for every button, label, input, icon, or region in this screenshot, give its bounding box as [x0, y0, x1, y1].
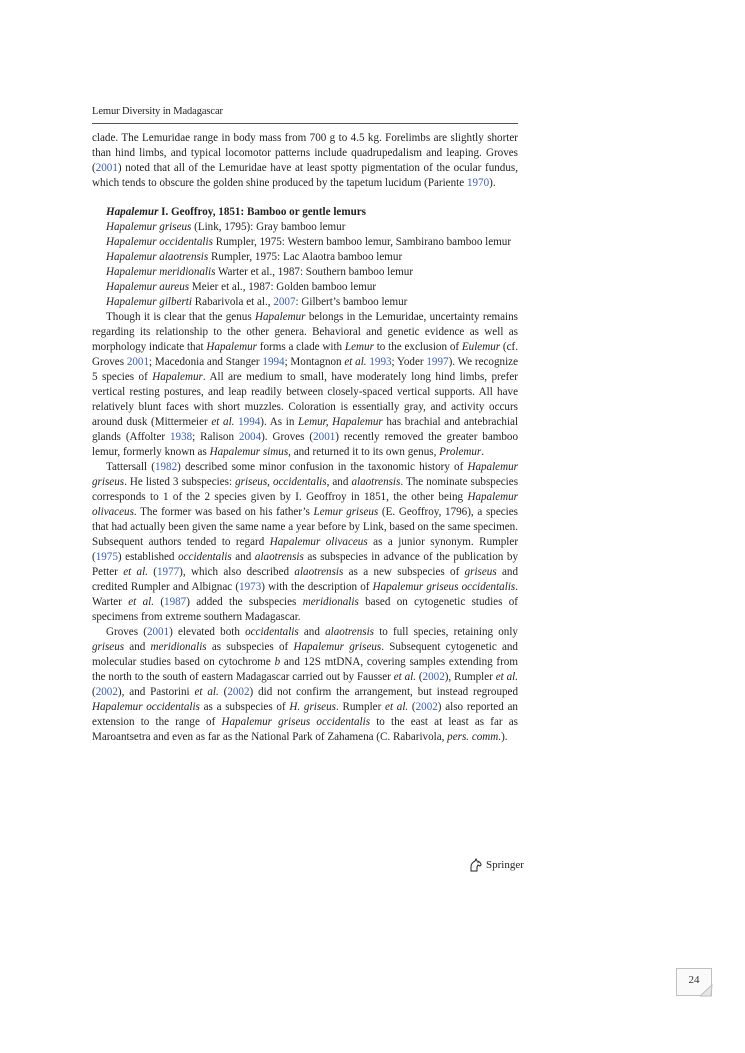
citation-link[interactable]: 2001: [95, 162, 118, 174]
main-text: [92, 131, 518, 745]
citation-link[interactable]: 1982: [154, 461, 178, 473]
citation-link[interactable]: 1994: [262, 356, 285, 368]
citation-link[interactable]: 2001: [146, 626, 170, 638]
citation-link[interactable]: 2001: [313, 431, 336, 443]
species-item: Hapalemur griseus (Link, 1795): Gray bamboo lemur: [106, 221, 346, 233]
paragraph-3: Tattersall (1982) described some minor confusion in the taxonomic history of Hapalemur griseus. He listed 3 subspecies: griseus, occidentalis, and alaotrensis. The nominate subspecies corresponds to 1 of the 2 species given by I. Geoffroy in 1851, the other being Hapalemur olivaceus. The former was based on his father’s Lemur griseus (E. Geoffroy, 1796), a species that had actually been given the same name a year before by Link, based on the same specimen. Subsequent authors tended to regard Hapalemur olivaceus as a junior synonym. Rumpler (1975) established occidentalis and alaotrensis as subspecies in advance of the publication by Petter et al. (1977), which also described alaotrensis as a new subspecies of griseus and credited Rumpler and Albignac (1973) with the description of Hapalemur griseus occidentalis. Warter et al. (1987) added the subspecies meridionalis based on cytogenetic studies of specimens from extreme southern Madagascar.: [92, 461, 519, 623]
citation-link[interactable]: 1987: [164, 596, 187, 608]
springer-horse-icon: [469, 858, 483, 872]
citation-link[interactable]: 1938: [169, 431, 193, 443]
species-item: Hapalemur occidentalis Rumpler, 1975: Western bamboo lemur, Sambirano bamboo lemur: [106, 236, 512, 248]
species-item: Hapalemur meridionalis Warter et al., 1987: Southern bamboo lemur: [106, 266, 414, 278]
citation-link[interactable]: 2001: [126, 356, 150, 368]
citation-link[interactable]: 1994: [238, 416, 261, 428]
publisher-name: Springer: [486, 859, 524, 871]
citation-link[interactable]: 1977: [156, 566, 180, 578]
genus-heading: Hapalemur I. Geoffroy, 1851: Bamboo or gentle lemurs: [106, 206, 366, 218]
species-item: Hapalemur gilberti Rabarivola et al., 2007: Gilbert’s bamboo lemur: [106, 296, 408, 308]
citation-link[interactable]: 1973: [239, 581, 262, 593]
citation-link[interactable]: 2007: [273, 296, 296, 308]
species-item: Hapalemur aureus Meier et al., 1987: Golden bamboo lemur: [106, 281, 377, 293]
citation-link[interactable]: 1993: [369, 356, 392, 368]
springer-logo: [469, 858, 524, 872]
citation-link[interactable]: 2002: [95, 686, 118, 698]
citation-link[interactable]: 1997: [426, 356, 449, 368]
page-number: 24: [688, 974, 700, 986]
paragraph-2: Though it is clear that the genus Hapalemur belongs in the Lemuridae, uncertainty remains regarding its relationship to the other genera. Behavioral and genetic evidence as well as morphology indicate that Hapalemur forms a clade with Lemur to the exclusion of Eulemur (cf. Groves 2001; Macedonia and Stanger 1994; Montagnon et al. 1993; Yoder 1997). We recognize 5 species of Hapalemur. All are medium to small, have moderately long hind limbs, prefer vertical resting postures, and leap readily between closely-spaced vertical supports. All have relatively blunt faces with short muzzles. Coloration is essentially gray, and activity occurs around dusk (Mittermeier et al. 1994). As in Lemur, Hapalemur has brachial and antebrachial glands (Affolter 1938; Ralison 2004). Groves (2001) recently removed the greater bamboo lemur, formerly known as Hapalemur simus, and returned it to its own genus, Prolemur.: [92, 311, 519, 458]
page-number-tab: [676, 968, 714, 998]
citation-link[interactable]: 1970: [466, 177, 490, 189]
paragraph-4: Groves (2001) elevated both occidentalis and alaotrensis to full species, retaining only griseus and meridionalis as subspecies of Hapalemur griseus. Subsequent cytogenetic and molecular studies based on cytochrome b and 12S mtDNA, covering samples extending from the north to the south of eastern Madagascar carried out by Fausser et al. (2002), Rumpler et al. (2002), and Pastorini et al. (2002) did not confirm the arrangement, but instead regrouped Hapalemur occidentalis as a subspecies of H. griseus. Rumpler et al. (2002) also reported an extension to the range of Hapalemur griseus occidentalis to the east at least as far as Maroantsetra and even as far as the National Park of Zahamena (C. Rabarivola, pers. comm.).: [92, 626, 519, 743]
citation-link[interactable]: 2002: [415, 701, 438, 713]
species-list: [92, 205, 518, 310]
citation-link[interactable]: 2004: [238, 431, 262, 443]
citation-link[interactable]: 1975: [95, 551, 118, 563]
species-item: Hapalemur alaotrensis Rumpler, 1975: Lac Alaotra bamboo lemur: [106, 251, 403, 263]
citation-link[interactable]: 2002: [227, 686, 250, 698]
running-head: Lemur Diversity in Madagascar: [92, 106, 223, 117]
header-rule: [92, 123, 518, 124]
citation-link[interactable]: 2002: [422, 671, 445, 683]
page-curl-icon: [700, 984, 713, 997]
paragraph-1: clade. The Lemuridae range in body mass from 700 g to 4.5 kg. Forelimbs are slightly shorter than hind limbs, and typical locomotor patterns include quadrupedalism and leaping. Groves (2001) noted that all of the Lemuridae have at least spotty pigmentation of the ocular fundus, which tends to obscure the golden shine produced by the tapetum lucidum (Pariente 1970).: [92, 132, 518, 189]
